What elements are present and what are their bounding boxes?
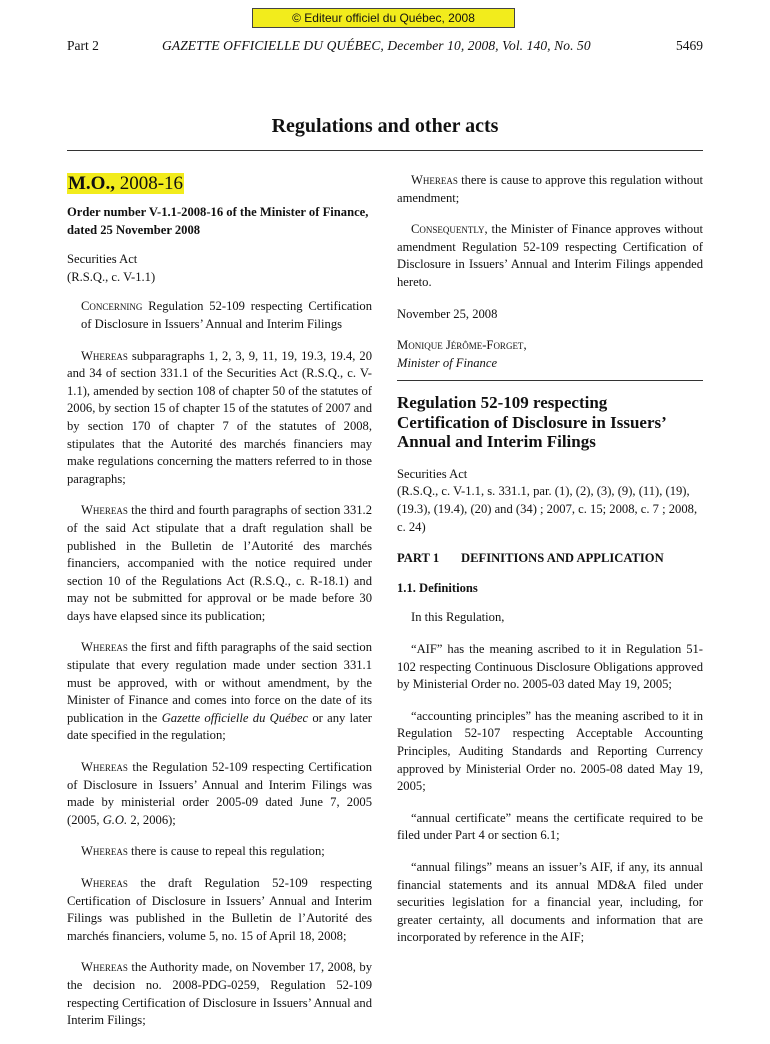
signatory-name <box>397 337 703 355</box>
consequently-paragraph <box>397 221 703 291</box>
header-part: Part 2 <box>67 38 99 53</box>
regulation-act-reference: (R.S.Q., c. V-1.1, s. 331.1, par. (1), (2), (3), (9), (11), (19), (19.3), (19.4), (20) and (34) ; 2007, c. 15; 2008, c. 7 ; 2008, c. 24) <box>397 484 698 534</box>
whereas-paragraph-4 <box>67 759 372 829</box>
part-heading <box>397 550 703 568</box>
definition-annual-filings: “annual filings” means an issuer’s AIF, if any, its annual financial statements and its annual MD&A filed under securities legislation for a financial year, including, for greater certainty, all documents and information that are incorporated by reference in the AIF; <box>397 859 703 945</box>
signatory-comma: , <box>523 338 527 353</box>
whereas-paragraph-6 <box>67 875 372 945</box>
concerning-keyword: Concerning <box>81 299 143 314</box>
whereas-paragraph-3 <box>67 639 372 745</box>
whereas-paragraph-2 <box>67 502 372 625</box>
go-italic: G.O. <box>102 812 128 827</box>
concerning-paragraph <box>67 298 372 333</box>
header-page-number: 5469 <box>676 38 703 53</box>
whereas-text-end: or any later date specified in the regulation; <box>67 710 372 743</box>
regulation-title: Regulation 52-109 respecting Certification of Disclosure in Issuers’ Annual and Interim Filings <box>397 393 666 452</box>
whereas-paragraph-5 <box>67 843 372 861</box>
definition-annual-certificate: “annual certificate” means the certificate required to be filed under Part 4 or section 6.1; <box>397 810 703 843</box>
order-title: Order number V-1.1-2008-16 of the Minister of Finance, dated 25 November 2008 <box>67 205 369 237</box>
regulation-act-name: Securities Act <box>397 466 468 481</box>
whereas-text: the Authority made, on November 17, 2008, by the decision no. 2008-PDG-0259, Regulation 52-109 respecting Certification of Disclosure in Issuers’ Annual and Interim Filings; <box>67 960 372 1028</box>
whereas-text: there is cause to repeal this regulation; <box>127 844 325 859</box>
whereas-keyword: Whereas <box>81 640 128 655</box>
section-divider <box>67 150 703 151</box>
banner-text: © Editeur officiel du Québec, 2008 <box>292 11 475 25</box>
definition-aif: “AIF” has the meaning ascribed to it in Regulation 51-102 respecting Continuous Disclosure Obligations approved by Ministerial Order no. 2005-03 dated May 19, 2005; <box>397 642 703 692</box>
whereas-text: the Regulation 52-109 respecting Certification of Disclosure in Issuers’ Annual and Interim Filings was made by ministerial order 2005-09 dated June 7, 2005 (2005, <box>67 760 372 827</box>
act-reference: (R.S.Q., c. V-1.1) <box>67 269 156 284</box>
regulation-divider <box>397 380 703 381</box>
publisher-banner <box>252 8 515 28</box>
whereas-text: the first and fifth paragraphs of the said section stipulate that every regulation made under section 331.1 must be approved, with or without amendment, by the Minister of Finance and comes into force on the date of its publication in the <box>67 640 372 725</box>
whereas-text: subparagraphs 1, 2, 3, 9, 11, 19, 19.3, 19.4, 20 and 34 of section 331.1 of the Securities Act (R.S.Q., c. V-1.1), amended by section 108 of chapter 50 of the statutes of 2006, by section 15 of chapter 15 of the statutes of 2007 and by section 170 of chapter 7 of the statutes of 2008, stipulates that the Autorité des marchés financiers may make regulations concerning the matters referred to in those paragraphs; <box>67 348 372 486</box>
definitions-heading: 1.1. Definitions <box>397 580 478 595</box>
mo-highlight <box>67 173 184 194</box>
whereas-keyword: Whereas <box>81 503 128 518</box>
act-name: Securities Act <box>67 252 138 267</box>
whereas-text-end: 2, 2006); <box>127 812 176 827</box>
whereas-approve-paragraph <box>397 172 703 207</box>
header-gazette-title: GAZETTE OFFICIELLE DU QUÉBEC, December 10, 2008, Vol. 140, No. 50 <box>162 38 591 53</box>
act-citation <box>67 251 372 286</box>
mo-label: M.O., <box>68 173 115 194</box>
concerning-text: Regulation 52-109 respecting Certification of Disclosure in Issuers’ Annual and Interim Filings <box>81 299 372 331</box>
running-header <box>67 38 703 58</box>
left-column <box>67 172 372 1044</box>
whereas-keyword: Whereas <box>81 760 128 775</box>
whereas-paragraph-1 <box>67 348 372 489</box>
mo-heading <box>67 172 372 196</box>
whereas-keyword: Whereas <box>411 173 458 187</box>
definition-accounting-principles: “accounting principles” has the meaning ascribed to it in Regulation 52-107 respecting Acceptable Accounting Principles, Auditing Standards and Reporting Currency approved by Ministerial Order no. 2005-08 dated May 19, 2005; <box>397 708 703 794</box>
whereas-keyword: Whereas <box>81 876 128 890</box>
whereas-paragraph-7 <box>67 959 372 1029</box>
signatory-name-text: Monique Jérôme-Forget <box>397 338 524 353</box>
gazette-italic: Gazette officielle du Québec <box>161 710 309 725</box>
part-label: PART 1 <box>397 551 440 566</box>
section-title: Regulations and other acts <box>271 115 499 137</box>
whereas-keyword: Whereas <box>81 960 128 975</box>
definitions-intro: In this Regulation, <box>411 610 505 625</box>
regulation-act-citation <box>397 466 703 536</box>
signatory-title: Minister of Finance <box>397 355 498 370</box>
part-title: DEFINITIONS AND APPLICATION <box>461 551 664 566</box>
whereas-text: the draft Regulation 52-109 respecting Certification of Disclosure in Issuers’ Annual and Interim Filings was published in the Bulletin de l’Autorité des marchés financiers, volume 5, no. 15 of April 18, 2008; <box>67 876 372 943</box>
right-column <box>397 172 703 961</box>
whereas-keyword: Whereas <box>81 844 128 859</box>
consequently-text: , the Minister of Finance approves without amendment Regulation 52-109 respecting Certification of Disclosure in Issuers’ Annual and Interim Filings appended hereto. <box>397 222 703 289</box>
whereas-keyword: Whereas <box>81 348 128 363</box>
consequently-keyword: Consequently <box>411 222 485 237</box>
order-date: November 25, 2008 <box>397 306 498 321</box>
mo-number: 2008-16 <box>114 173 184 194</box>
whereas-text: there is cause to approve this regulation without amendment; <box>397 173 703 205</box>
whereas-text: the third and fourth paragraphs of section 331.2 of the said Act stipulate that a draft regulation shall be published in the Bulletin de l’Autorité des marchés financiers, accompanied with the notice required under section 10 of the Regulations Act (R.S.Q., c. R-18.1) and may not be submitted for approval or be made before 30 days have elapsed since its publication; <box>67 503 372 623</box>
